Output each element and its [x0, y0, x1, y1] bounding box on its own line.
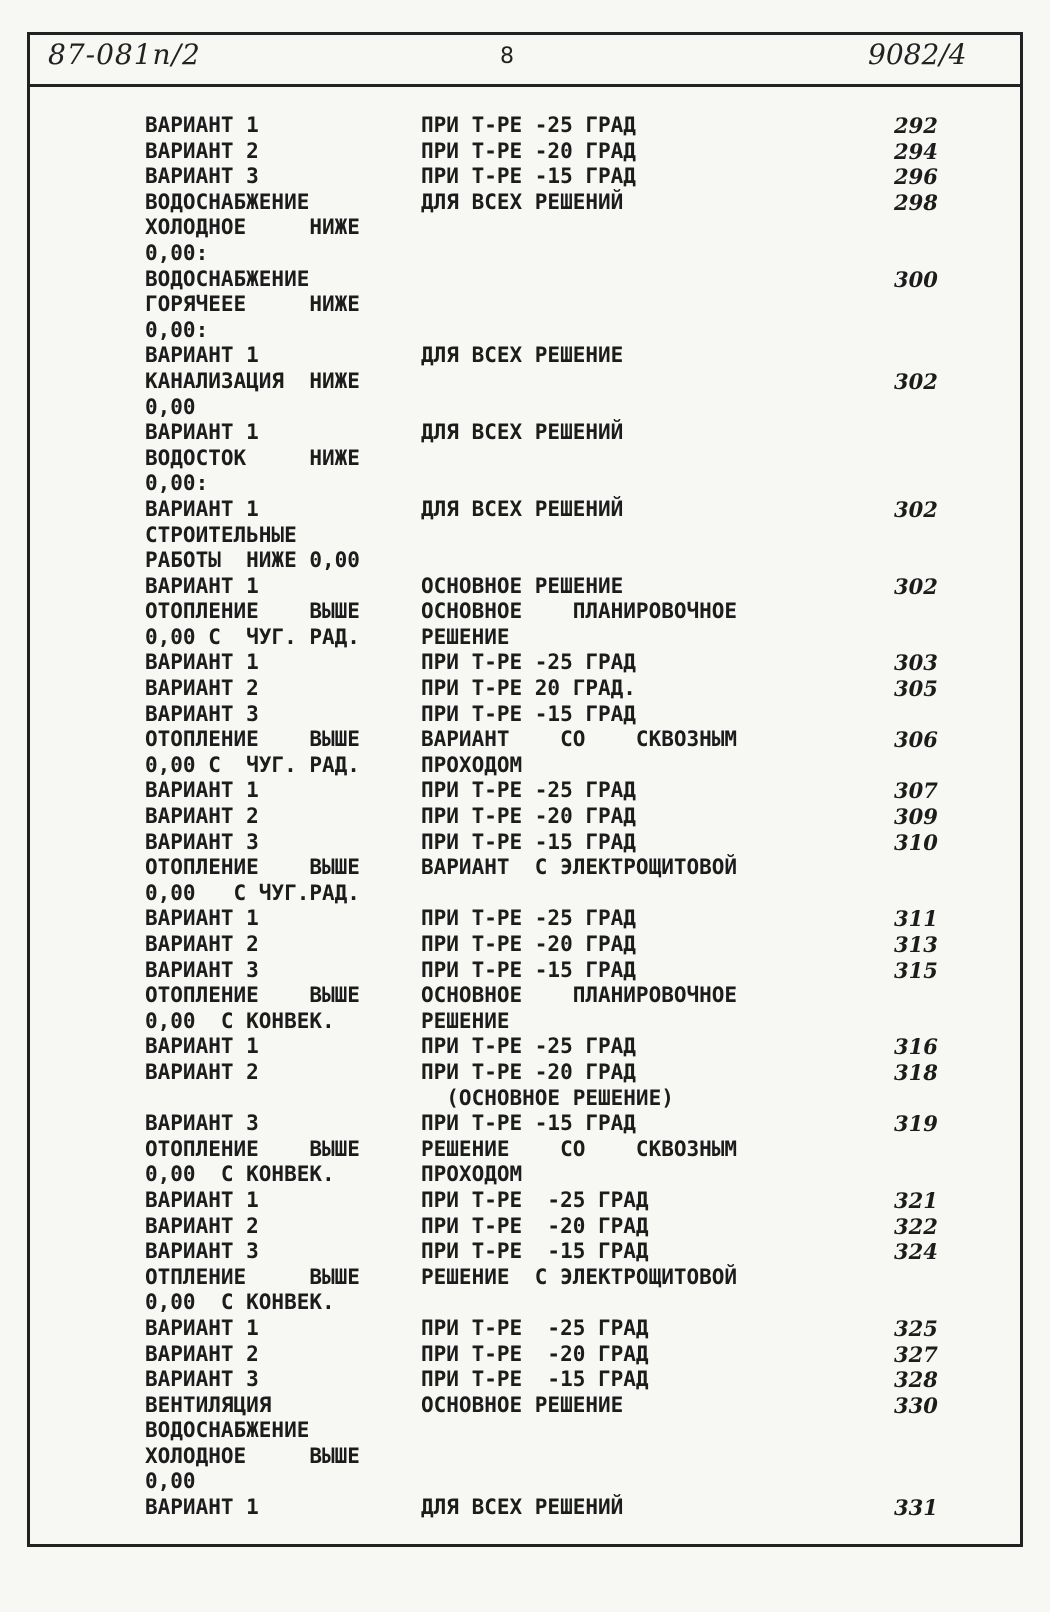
variant-description: ОСНОВНОЕ ПЛАНИРОВОЧНОЕ: [421, 983, 738, 1008]
list-item: [0, 446, 1050, 472]
sheet-ref: 300: [894, 266, 938, 292]
sheet-ref: 319: [894, 1111, 938, 1137]
section-label: ВЕНТИЛЯЦИЯ: [145, 1392, 272, 1417]
section-label: ВАРИАНТ 1: [145, 778, 259, 803]
document-code: 87-081п/2: [48, 38, 201, 71]
variant-description: ПРИ Т-РЕ -15 ГРАД: [421, 1367, 649, 1392]
list-item: [0, 471, 1050, 497]
section-label: 0,00 С КОНВЕК.: [145, 1008, 335, 1033]
section-label: ВАРИАНТ 2: [145, 138, 259, 163]
sheet-ref: 330: [894, 1392, 938, 1418]
list-item: [0, 1444, 1050, 1470]
list-item: [0, 1009, 1050, 1035]
list-item: [0, 1342, 1050, 1368]
section-label: ВАРИАНТ 1: [145, 1034, 259, 1059]
list-item: [0, 1188, 1050, 1214]
sheet-ref: 324: [894, 1239, 938, 1265]
sheet-ref: 307: [894, 778, 938, 804]
variant-description: ОСНОВНОЕ РЕШЕНИЕ: [421, 1392, 624, 1417]
sheet-ref: 302: [894, 496, 938, 522]
section-label: ВОДОСНАБЖЕНИЕ: [145, 266, 310, 291]
sheet-ref: 303: [894, 650, 938, 676]
list-item: [0, 574, 1050, 600]
section-label: ВАРИАНТ 3: [145, 1367, 259, 1392]
list-item: [0, 267, 1050, 293]
variant-description: ПРИ Т-РЕ -20 ГРАД: [421, 1341, 649, 1366]
variant-description: ДЛЯ ВСЕХ РЕШЕНИЙ: [421, 189, 624, 214]
section-label: ОТПЛЕНИЕ ВЫШЕ: [145, 1264, 360, 1289]
sheet-ref: 294: [894, 138, 938, 164]
list-item: [0, 1086, 1050, 1112]
list-item: [0, 1367, 1050, 1393]
sheet-ref: 322: [894, 1213, 938, 1239]
list-item: [0, 599, 1050, 625]
section-label: ВАРИАНТ 1: [145, 573, 259, 598]
section-label: ГОРЯЧЕЕЕ НИЖЕ: [145, 292, 360, 317]
section-label: КАНАЛИЗАЦИЯ НИЖЕ: [145, 368, 360, 393]
list-item: [0, 318, 1050, 344]
section-label: ВАРИАНТ 3: [145, 701, 259, 726]
variant-description: ПРИ Т-РЕ -15 ГРАД: [421, 829, 636, 854]
list-item: [0, 1265, 1050, 1291]
section-label: ВАРИАНТ 3: [145, 1111, 259, 1136]
sheet-ref: 310: [894, 829, 938, 855]
variant-description: (ОСНОВНОЕ РЕШЕНИЕ): [421, 1085, 674, 1110]
variant-description: ДЛЯ ВСЕХ РЕШЕНИЕ: [421, 343, 624, 368]
list-item: [0, 753, 1050, 779]
section-label: 0,00:: [145, 471, 209, 496]
section-label: 0,00 С ЧУГ.РАД.: [145, 880, 360, 905]
list-item: [0, 778, 1050, 804]
variant-description: ПРИ Т-РЕ -25 ГРАД: [421, 650, 636, 675]
list-item: [0, 1418, 1050, 1444]
section-label: ВАРИАНТ 3: [145, 829, 259, 854]
section-label: ВАРИАНТ 3: [145, 164, 259, 189]
list-item: [0, 190, 1050, 216]
variant-description: ПРИ Т-РЕ -20 ГРАД: [421, 804, 636, 829]
list-item: [0, 881, 1050, 907]
variant-description: ПРИ Т-РЕ -25 ГРАД: [421, 1034, 636, 1059]
variant-description: ПРОХОДОМ: [421, 752, 523, 777]
variant-description: РЕШЕНИЕ С ЭЛЕКТРОЩИТОВОЙ: [421, 1264, 738, 1289]
variant-description: ВАРИАНТ С ЭЛЕКТРОЩИТОВОЙ: [421, 855, 738, 880]
section-label: ВАРИАНТ 2: [145, 1341, 259, 1366]
section-label: ОТОПЛЕНИЕ ВЫШЕ: [145, 599, 360, 624]
sheet-number: 9082/4: [868, 38, 967, 71]
section-label: ОТОПЛЕНИЕ ВЫШЕ: [145, 983, 360, 1008]
section-label: ОТОПЛЕНИЕ ВЫШЕ: [145, 855, 360, 880]
section-label: ВАРИАНТ 3: [145, 957, 259, 982]
list-item: [0, 1137, 1050, 1163]
variant-description: ПРИ Т-РЕ 20 ГРАД.: [421, 676, 636, 701]
section-label: ВАРИАНТ 1: [145, 113, 259, 137]
section-label: ХОЛОДНОЕ НИЖЕ: [145, 215, 360, 240]
section-label: 0,00 С КОНВЕК.: [145, 1290, 335, 1315]
sheet-ref: 296: [894, 164, 938, 190]
variant-description: ПРИ Т-РЕ -25 ГРАД: [421, 778, 636, 803]
section-label: ОТОПЛЕНИЕ ВЫШЕ: [145, 727, 360, 752]
section-label: 0,00: [145, 1469, 196, 1494]
section-label: ВАРИАНТ 1: [145, 420, 259, 445]
section-label: ОТОПЛЕНИЕ ВЫШЕ: [145, 1136, 360, 1161]
list-item: [0, 1495, 1050, 1521]
list-item: [0, 1290, 1050, 1316]
section-label: СТРОИТЕЛЬНЫЕ: [145, 522, 297, 547]
list-item: [0, 1214, 1050, 1240]
variant-description: ПРИ Т-РЕ -15 ГРАД: [421, 1239, 649, 1264]
variant-description: ПРИ Т-РЕ -20 ГРАД: [421, 138, 636, 163]
sheet-ref: 292: [894, 113, 938, 138]
section-label: ВОДОСТОК НИЖЕ: [145, 445, 360, 470]
list-item: [0, 1034, 1050, 1060]
page-number: 8: [500, 44, 514, 69]
sheet-ref: 302: [894, 368, 938, 394]
section-label: ВАРИАНТ 1: [145, 343, 259, 368]
variant-description: ВАРИАНТ СО СКВОЗНЫМ: [421, 727, 738, 752]
list-item: [0, 523, 1050, 549]
list-item: [0, 292, 1050, 318]
variant-description: ПРИ Т-РЕ -20 ГРАД: [421, 1213, 649, 1238]
list-item: [0, 804, 1050, 830]
variant-description: ПРИ Т-РЕ -20 ГРАД: [421, 932, 636, 956]
section-label: ВОДОСНАБЖЕНИЕ: [145, 1418, 310, 1443]
section-label: 0,00 С ЧУГ. РАД.: [145, 752, 360, 777]
sheet-ref: 318: [894, 1059, 938, 1085]
section-label: 0,00:: [145, 240, 209, 265]
sheet-ref: 321: [894, 1187, 938, 1213]
list-item: [0, 113, 1050, 139]
section-label: ВАРИАНТ 1: [145, 1495, 259, 1520]
variant-description: ПРИ Т-РЕ -15 ГРАД: [421, 701, 636, 726]
variant-description: ОСНОВНОЕ РЕШЕНИЕ: [421, 573, 624, 598]
sheet-ref: 311: [894, 906, 938, 932]
section-label: ВАРИАНТ 1: [145, 496, 259, 521]
sheet-ref: 331: [894, 1495, 938, 1521]
variant-description: ДЛЯ ВСЕХ РЕШЕНИЙ: [421, 420, 624, 445]
sheet-ref: 328: [894, 1367, 938, 1393]
section-label: ВАРИАНТ 1: [145, 1315, 259, 1340]
sheet-ref: 315: [894, 957, 938, 983]
list-item: [0, 369, 1050, 395]
sheet-ref: 306: [894, 727, 938, 753]
list-item: [0, 343, 1050, 369]
section-label: ВАРИАНТ 2: [145, 1059, 259, 1084]
section-label: РАБОТЫ НИЖЕ 0,00: [145, 548, 360, 573]
variant-description: ПРИ Т-РЕ -25 ГРАД: [421, 1315, 649, 1340]
list-item: [0, 625, 1050, 651]
list-item: [0, 1060, 1050, 1086]
variant-description: ДЛЯ ВСЕХ РЕШЕНИЙ: [421, 496, 624, 521]
list-item: [0, 241, 1050, 267]
list-item: [0, 906, 1050, 932]
list-item: [0, 1111, 1050, 1137]
section-label: 0,00: [145, 394, 196, 419]
list-item: [0, 164, 1050, 190]
list-item: [0, 1162, 1050, 1188]
variant-description: ОСНОВНОЕ ПЛАНИРОВОЧНОЕ: [421, 599, 738, 624]
list-item: [0, 830, 1050, 856]
variant-description: ПРОХОДОМ: [421, 1162, 523, 1187]
variant-description: РЕШЕНИЕ: [421, 1008, 510, 1033]
section-label: ВАРИАНТ 2: [145, 1213, 259, 1238]
list-item: [0, 650, 1050, 676]
list-item: [0, 702, 1050, 728]
variant-description: ПРИ Т-РЕ -15 ГРАД: [421, 164, 636, 189]
sheet-ref: 305: [894, 676, 938, 702]
variant-description: ДЛЯ ВСЕХ РЕШЕНИЙ: [421, 1495, 624, 1520]
sheet-ref: 316: [894, 1034, 938, 1060]
sheet-ref: 302: [894, 573, 938, 599]
list-item: [0, 958, 1050, 984]
sheet-ref: 325: [894, 1315, 938, 1341]
list-item: [0, 983, 1050, 1009]
section-label: 0,00 С КОНВЕК.: [145, 1162, 335, 1187]
section-label: ВАРИАНТ 2: [145, 932, 259, 956]
sheet-ref: 327: [894, 1341, 938, 1367]
list-item: [0, 395, 1050, 421]
section-label: ХОЛОДНОЕ ВЫШЕ: [145, 1443, 360, 1468]
section-label: ВОДОСНАБЖЕНИЕ: [145, 189, 310, 214]
sheet-ref: 298: [894, 189, 938, 215]
variant-description: ПРИ Т-РЕ -25 ГРАД: [421, 1187, 649, 1212]
list-item: [0, 1239, 1050, 1265]
list-item: [0, 420, 1050, 446]
sheet-ref: 313: [894, 932, 938, 957]
list-item: [0, 855, 1050, 881]
variant-description: РЕШЕНИЕ: [421, 624, 510, 649]
section-label: ВАРИАНТ 1: [145, 1187, 259, 1212]
list-item: [0, 932, 1050, 958]
list-item: [0, 676, 1050, 702]
variant-description: ПРИ Т-РЕ -20 ГРАД: [421, 1059, 636, 1084]
header-divider: [27, 84, 1023, 87]
section-label: ВАРИАНТ 1: [145, 650, 259, 675]
variant-description: ПРИ Т-РЕ -15 ГРАД: [421, 957, 636, 982]
variant-description: ПРИ Т-РЕ -25 ГРАД: [421, 113, 636, 137]
list-item: [0, 1316, 1050, 1342]
list-item: [0, 1469, 1050, 1495]
section-label: 0,00 С ЧУГ. РАД.: [145, 624, 360, 649]
section-label: ВАРИАНТ 2: [145, 676, 259, 701]
list-item: [0, 215, 1050, 241]
sheet-ref: 309: [894, 804, 938, 830]
variant-description: РЕШЕНИЕ СО СКВОЗНЫМ: [421, 1136, 738, 1161]
list-item: [0, 139, 1050, 165]
section-label: ВАРИАНТ 2: [145, 804, 259, 829]
list-item: [0, 548, 1050, 574]
section-label: 0,00:: [145, 317, 209, 342]
list-item: [0, 1393, 1050, 1419]
section-label: ВАРИАНТ 3: [145, 1239, 259, 1264]
contents-list: [0, 113, 1050, 1521]
variant-description: ПРИ Т-РЕ -25 ГРАД: [421, 906, 636, 931]
list-item: [0, 727, 1050, 753]
list-item: [0, 497, 1050, 523]
variant-description: ПРИ Т-РЕ -15 ГРАД: [421, 1111, 636, 1136]
section-label: ВАРИАНТ 1: [145, 906, 259, 931]
